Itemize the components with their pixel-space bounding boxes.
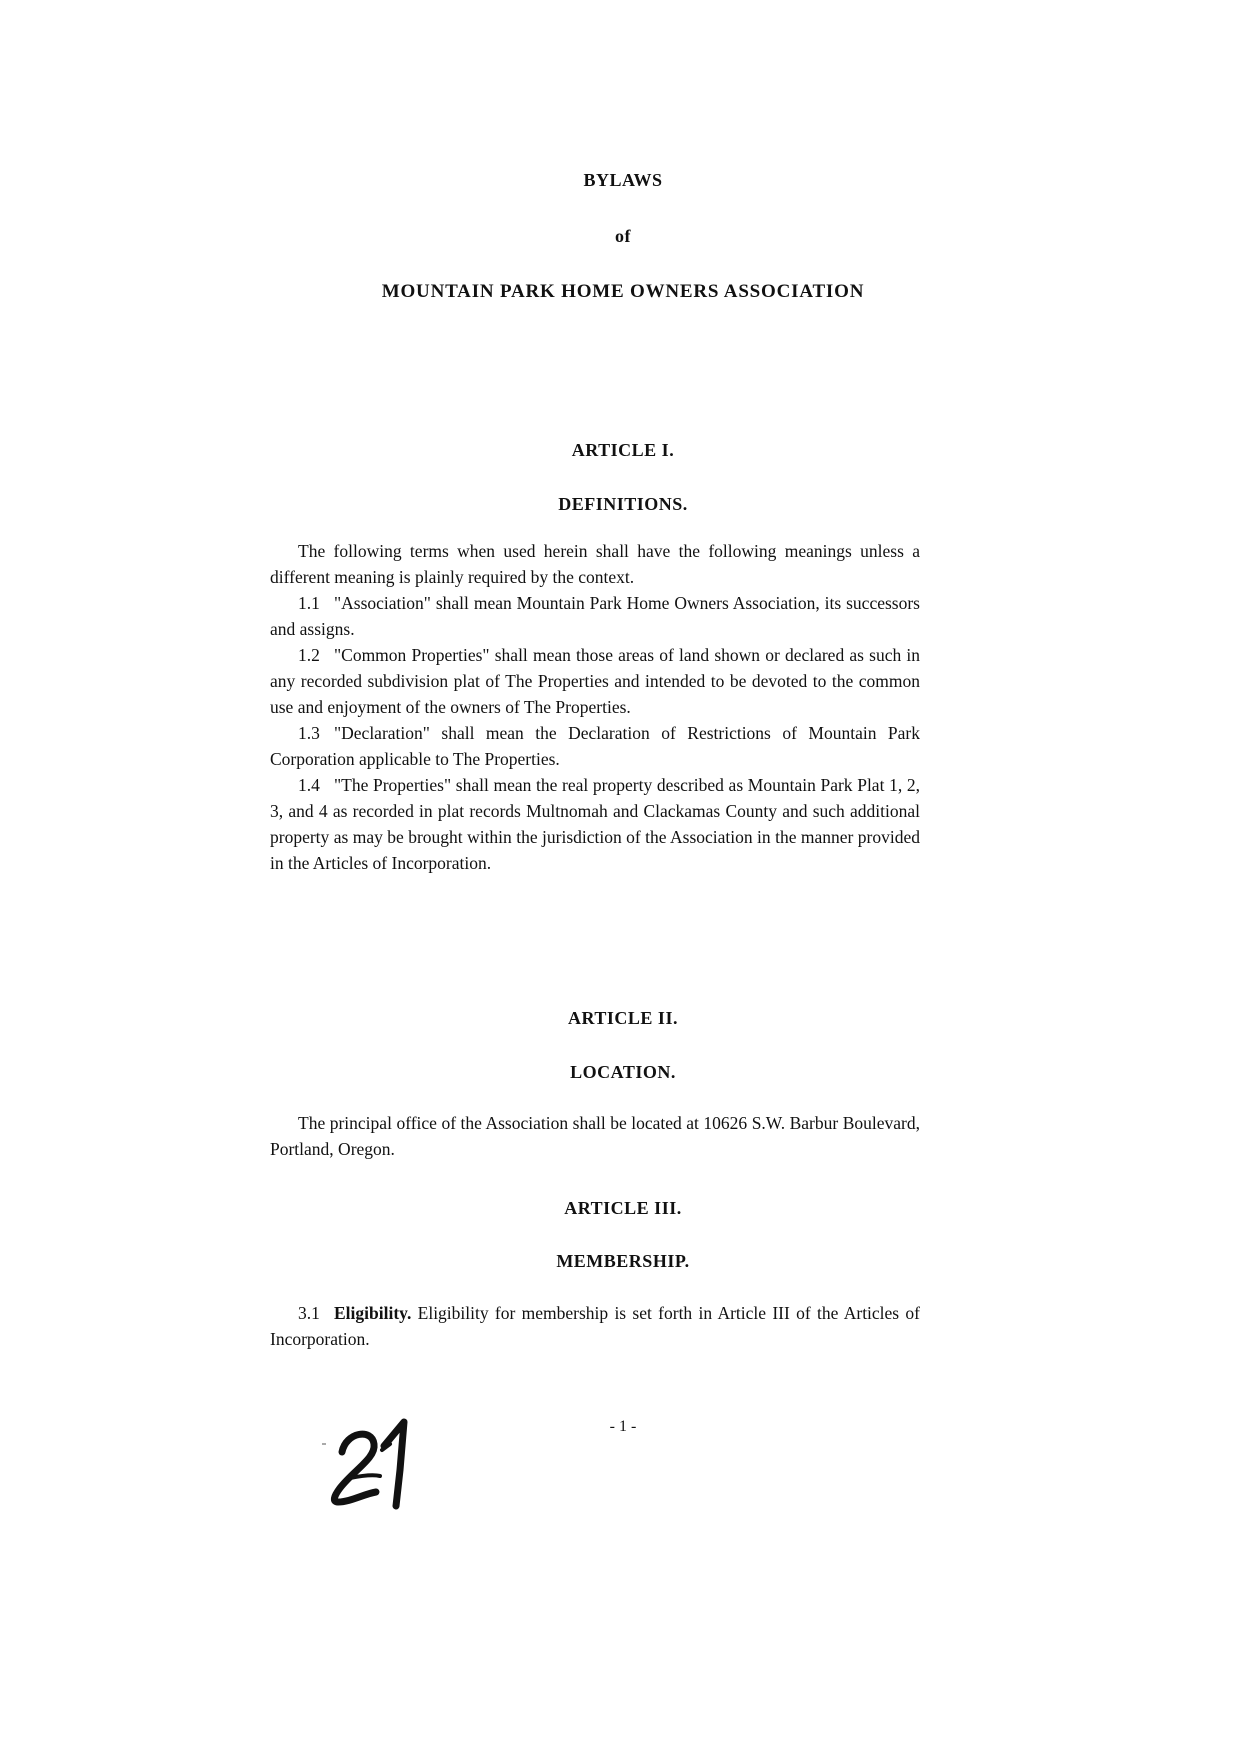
article-3-body bbox=[270, 1300, 920, 1352]
definition-number: 1.1 bbox=[298, 593, 320, 613]
membership-number: 3.1 bbox=[298, 1303, 320, 1323]
definition-item bbox=[270, 772, 920, 876]
definition-number: 1.3 bbox=[298, 723, 320, 743]
article-1-subheading: DEFINITIONS. bbox=[558, 494, 688, 514]
definition-item bbox=[270, 642, 920, 720]
article-1-body bbox=[270, 538, 920, 876]
definition-text: "Declaration" shall mean the Declaration of Restrictions of Mountain Park Corporation applicable to The Properties. bbox=[270, 723, 920, 769]
article-3-heading: ARTICLE III. bbox=[564, 1198, 682, 1218]
article-2-subheading: LOCATION. bbox=[570, 1062, 676, 1082]
article-1-intro: The following terms when used herein shall have the following meanings unless a different meaning is plainly required by the context. bbox=[270, 541, 920, 587]
document-title-of: of bbox=[615, 226, 631, 246]
article-2-heading: ARTICLE II. bbox=[568, 1008, 678, 1028]
membership-item bbox=[270, 1300, 920, 1352]
definition-item bbox=[270, 590, 920, 642]
handwritten-mark-signature bbox=[320, 1410, 430, 1510]
definition-text: "The Properties" shall mean the real property described as Mountain Park Plat 1, 2, 3, and 4 as recorded in plat records Multnomah and Clackamas County and such additional property as may be brought within the jurisdiction of the Association in the manner provided in the Articles of Incorporation. bbox=[270, 775, 920, 873]
document-title: BYLAWS bbox=[583, 170, 663, 190]
article-1-heading: ARTICLE I. bbox=[571, 440, 675, 460]
membership-text: Eligibility for membership is set forth in Article III of the Articles of Incorporation. bbox=[270, 1303, 921, 1349]
membership-label: Eligibility. bbox=[334, 1303, 412, 1323]
definition-item bbox=[270, 720, 920, 772]
definition-number: 1.4 bbox=[298, 775, 320, 795]
article-2-body bbox=[270, 1110, 920, 1162]
definition-number: 1.2 bbox=[298, 645, 320, 665]
page-number: - 1 - bbox=[609, 1418, 637, 1435]
definition-text: "Common Properties" shall mean those areas of land shown or declared as such in any recorded subdivision plat of The Properties and intended to be devoted to the common use and enjoyment of the owners of The Properties. bbox=[270, 645, 920, 717]
definition-text: "Association" shall mean Mountain Park Home Owners Association, its successors and assigns. bbox=[270, 593, 920, 639]
organization-name: MOUNTAIN PARK HOME OWNERS ASSOCIATION bbox=[381, 281, 865, 302]
article-3-subheading: MEMBERSHIP. bbox=[556, 1251, 690, 1271]
article-2-text: The principal office of the Association shall be located at 10626 S.W. Barbur Boulevard, Portland, Oregon. bbox=[270, 1113, 920, 1159]
